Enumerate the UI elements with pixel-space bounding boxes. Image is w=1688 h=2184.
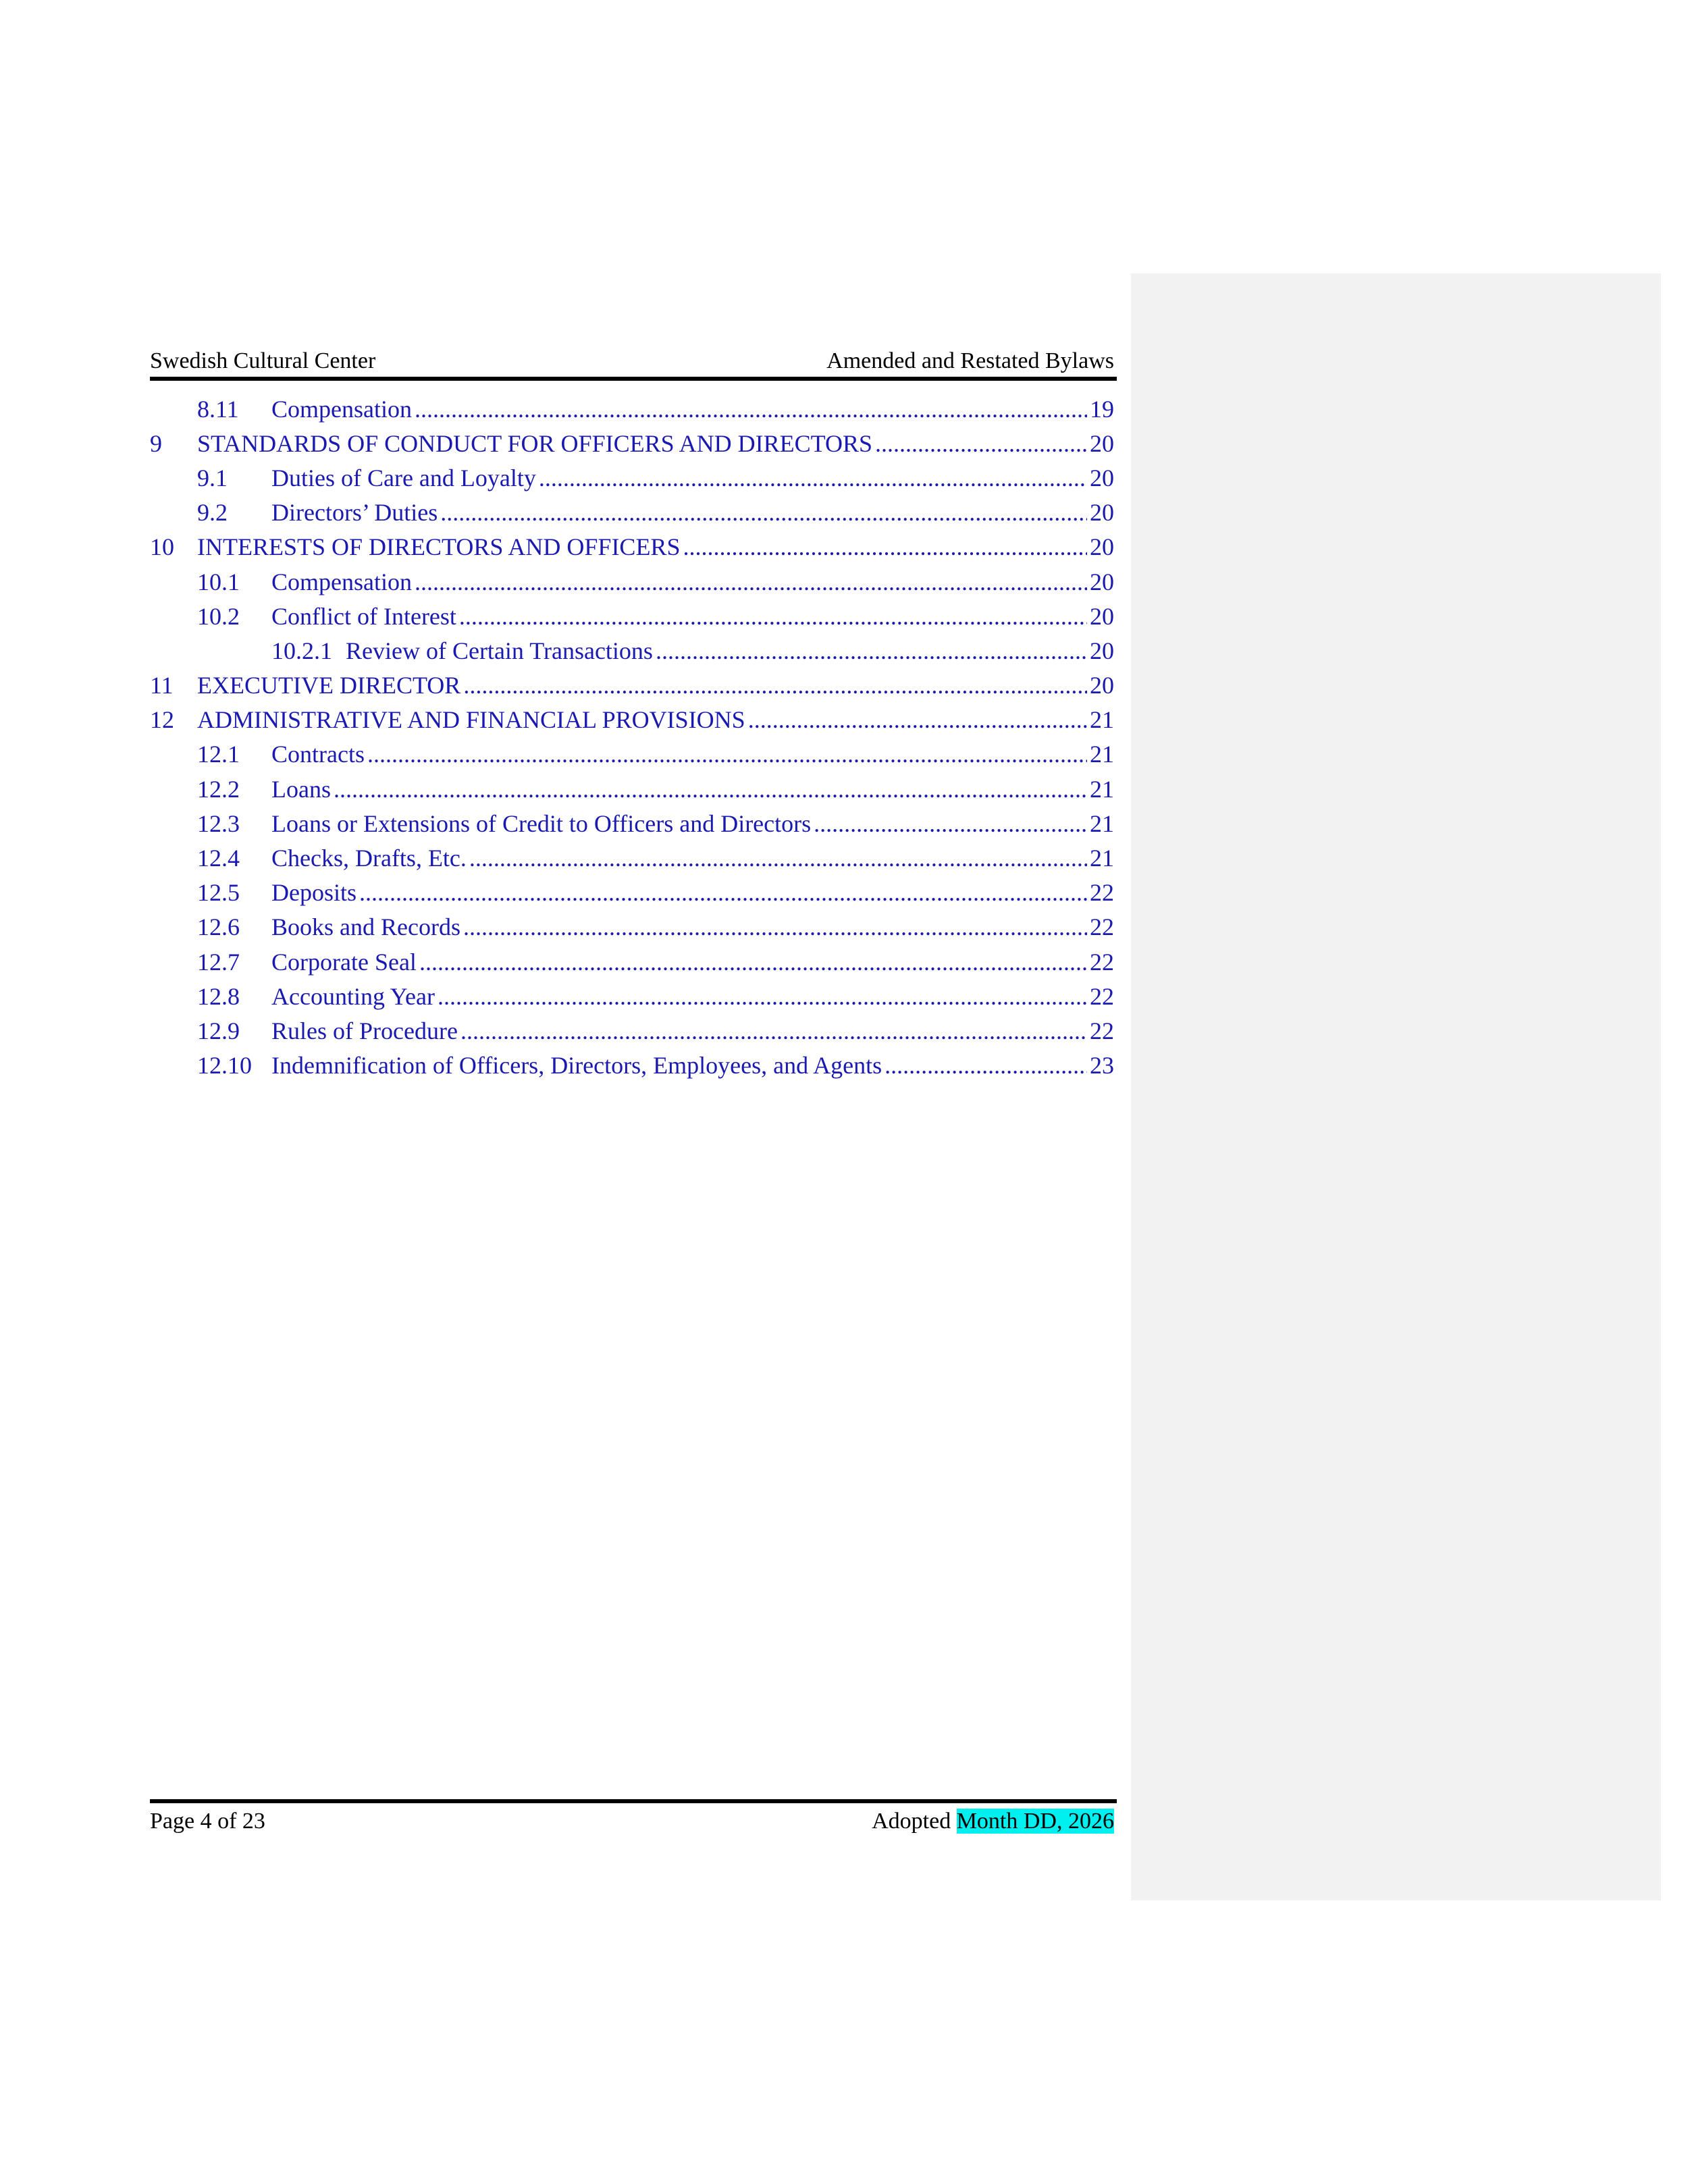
toc-entry[interactable] bbox=[150, 426, 1114, 460]
footer-adopted-date: Month DD, 2026 bbox=[956, 1809, 1114, 1834]
toc-dot-leader bbox=[683, 533, 1087, 561]
toc-entry-number: 9.1 bbox=[197, 464, 228, 491]
toc-entry-number: 10.1 bbox=[197, 568, 240, 595]
toc-entry-title: STANDARDS OF CONDUCT FOR OFFICERS AND DIRECTORS bbox=[197, 429, 873, 457]
toc-entry-page: 20 bbox=[1090, 672, 1114, 699]
toc-dot-leader bbox=[367, 740, 1087, 768]
toc-dot-leader bbox=[463, 913, 1087, 941]
toc-dot-leader bbox=[415, 395, 1087, 423]
toc-entry-title: Checks, Drafts, Etc. bbox=[271, 845, 467, 872]
toc-entry-number: 12.8 bbox=[197, 982, 240, 1010]
toc-entry-number: 12.9 bbox=[197, 1017, 240, 1044]
toc-entry-number: 12.1 bbox=[197, 741, 240, 768]
toc-entry-number: 12.10 bbox=[197, 1052, 252, 1080]
toc-entry-page: 21 bbox=[1090, 809, 1114, 837]
toc-entry[interactable] bbox=[150, 460, 1114, 495]
toc-entry[interactable] bbox=[150, 910, 1114, 944]
footer-page-number: Page 4 of 23 bbox=[150, 1809, 265, 1834]
toc-entry-number: 8.11 bbox=[197, 395, 239, 423]
toc-entry-page: 20 bbox=[1090, 499, 1114, 527]
toc-entry[interactable] bbox=[150, 841, 1114, 875]
toc-entry-number: 10.2.1 bbox=[271, 637, 332, 664]
toc-dot-leader bbox=[885, 1051, 1087, 1080]
toc-entry[interactable] bbox=[150, 703, 1114, 737]
toc-dot-leader bbox=[748, 705, 1087, 734]
toc-dot-leader bbox=[463, 671, 1087, 699]
toc-entry-title: ADMINISTRATIVE AND FINANCIAL PROVISIONS bbox=[197, 706, 745, 734]
toc-entry-number: 12.6 bbox=[197, 913, 240, 941]
toc-dot-leader bbox=[875, 429, 1087, 458]
toc-entry[interactable] bbox=[150, 1013, 1114, 1048]
toc-entry-number: 12 bbox=[150, 706, 174, 734]
toc-entry-page: 20 bbox=[1090, 533, 1114, 561]
toc-entry-page: 20 bbox=[1090, 464, 1114, 491]
toc-dot-leader bbox=[539, 464, 1087, 492]
toc-entry-title: Accounting Year bbox=[271, 982, 435, 1010]
toc-entry-title: Corporate Seal bbox=[271, 948, 417, 976]
toc-entry-page: 20 bbox=[1090, 637, 1114, 664]
toc-entry-title: Conflict of Interest bbox=[271, 602, 456, 630]
table-of-contents bbox=[150, 392, 1114, 1083]
toc-entry-number: 12.4 bbox=[197, 845, 240, 872]
toc-entry-page: 22 bbox=[1090, 879, 1114, 907]
toc-dot-leader bbox=[814, 809, 1087, 838]
page-footer bbox=[150, 1799, 1117, 1837]
header-doc-title: Amended and Restated Bylaws bbox=[826, 348, 1114, 373]
toc-entry[interactable] bbox=[150, 564, 1114, 599]
toc-entry-title: Loans bbox=[271, 775, 331, 803]
toc-entry[interactable] bbox=[150, 876, 1114, 910]
header-org: Swedish Cultural Center bbox=[150, 348, 376, 373]
toc-entry-page: 22 bbox=[1090, 948, 1114, 976]
toc-entry-title: Books and Records bbox=[271, 913, 460, 941]
toc-entry-number: 12.7 bbox=[197, 948, 240, 976]
toc-dot-leader bbox=[656, 637, 1087, 665]
toc-entry-number: 9 bbox=[150, 429, 162, 457]
toc-dot-leader bbox=[438, 982, 1087, 1011]
page-header bbox=[150, 346, 1117, 381]
toc-entry-page: 20 bbox=[1090, 602, 1114, 630]
toc-entry[interactable] bbox=[150, 530, 1114, 564]
toc-entry-page: 19 bbox=[1090, 395, 1114, 423]
toc-entry[interactable] bbox=[150, 633, 1114, 668]
toc-entry-number: 9.2 bbox=[197, 499, 228, 527]
toc-entry-number: 12.3 bbox=[197, 809, 240, 837]
toc-entry-number: 10 bbox=[150, 533, 174, 561]
toc-entry-title: Rules of Procedure bbox=[271, 1017, 458, 1044]
toc-entry-page: 21 bbox=[1090, 741, 1114, 768]
toc-dot-leader bbox=[334, 775, 1087, 803]
toc-entry[interactable] bbox=[150, 806, 1114, 841]
toc-entry[interactable] bbox=[150, 599, 1114, 633]
footer-adopted bbox=[872, 1809, 1114, 1834]
toc-entry[interactable] bbox=[150, 979, 1114, 1013]
toc-entry-title: Compensation bbox=[271, 395, 412, 423]
toc-entry[interactable] bbox=[150, 496, 1114, 530]
toc-entry-page: 20 bbox=[1090, 429, 1114, 457]
toc-entry[interactable] bbox=[150, 392, 1114, 426]
toc-entry-page: 20 bbox=[1090, 568, 1114, 595]
toc-entry-title: Duties of Care and Loyalty bbox=[271, 464, 536, 491]
toc-entry-page: 22 bbox=[1090, 982, 1114, 1010]
toc-entry-title: EXECUTIVE DIRECTOR bbox=[197, 672, 461, 699]
toc-entry-title: INTERESTS OF DIRECTORS AND OFFICERS bbox=[197, 533, 681, 561]
footer-adopted-label: Adopted bbox=[872, 1809, 951, 1834]
toc-entry-title: Compensation bbox=[271, 568, 412, 595]
toc-entry[interactable] bbox=[150, 668, 1114, 703]
toc-entry[interactable] bbox=[150, 944, 1114, 979]
toc-entry-page: 21 bbox=[1090, 775, 1114, 803]
toc-dot-leader bbox=[469, 844, 1087, 872]
toc-dot-leader bbox=[359, 878, 1087, 907]
toc-entry-page: 22 bbox=[1090, 913, 1114, 941]
toc-entry-number: 10.2 bbox=[197, 602, 240, 630]
toc-entry-page: 23 bbox=[1090, 1052, 1114, 1080]
toc-dot-leader bbox=[415, 568, 1087, 596]
toc-entry-title: Indemnification of Officers, Directors, Employees, and Agents bbox=[271, 1052, 882, 1080]
toc-dot-leader bbox=[419, 948, 1087, 976]
toc-entry-page: 22 bbox=[1090, 1017, 1114, 1044]
toc-entry-title: Contracts bbox=[271, 741, 365, 768]
toc-entry[interactable] bbox=[150, 772, 1114, 806]
toc-dot-leader bbox=[460, 1017, 1087, 1045]
toc-entry[interactable] bbox=[150, 1048, 1114, 1083]
toc-entry[interactable] bbox=[150, 737, 1114, 772]
toc-dot-leader bbox=[459, 602, 1087, 631]
toc-entry-title: Directors’ Duties bbox=[271, 499, 438, 527]
toc-entry-number: 12.5 bbox=[197, 879, 240, 907]
toc-entry-number: 12.2 bbox=[197, 775, 240, 803]
toc-entry-page: 21 bbox=[1090, 845, 1114, 872]
toc-dot-leader bbox=[440, 498, 1087, 527]
toc-entry-page: 21 bbox=[1090, 706, 1114, 734]
comment-pane bbox=[1131, 273, 1661, 1900]
toc-entry-number: 11 bbox=[150, 672, 174, 699]
toc-entry-title: Review of Certain Transactions bbox=[346, 637, 653, 664]
toc-entry-title: Deposits bbox=[271, 879, 357, 907]
toc-entry-title: Loans or Extensions of Credit to Officers and Directors bbox=[271, 809, 812, 837]
